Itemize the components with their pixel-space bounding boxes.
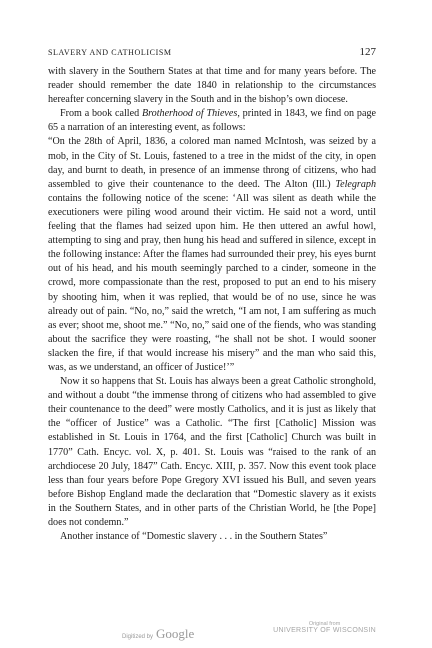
page-number: 127 xyxy=(359,46,376,58)
university-label: UNIVERSITY OF WISCONSIN xyxy=(273,627,376,634)
italic-title: Brotherhood of Thieves xyxy=(141,108,238,120)
paragraph-3-quote xyxy=(48,135,376,375)
body-text xyxy=(48,65,376,544)
digitized-by-google xyxy=(122,626,194,642)
running-head: SLAVERY AND CATHOLICISM xyxy=(48,48,172,57)
italic-title: Telegraph xyxy=(335,178,376,190)
paragraph-2-text: From a book called Brotherhood of Thieves, printed in 1843, we find on page 65 a narration of an interesting event, as follows: xyxy=(48,108,376,134)
page-header xyxy=(48,46,376,58)
google-logo: Google xyxy=(156,626,195,641)
paragraph-5: Another instance of “Domestic slavery . . . in the Southern States” xyxy=(60,531,328,543)
paragraph-2 xyxy=(48,107,376,135)
paragraph-1: with slavery in the Southern States at that time and for many years before. The reader should remember the date 1840 in relationship to the circumstances hereafter concerning slavery in the South and in the bishop’s own diocese. xyxy=(48,66,376,106)
original-from-wisconsin xyxy=(273,621,376,634)
digitized-by-label: Digitized by xyxy=(122,634,154,640)
paragraph-3-text: “On the 28th of April, 1836, a colored man named McIntosh, was seized by a mob, in the City of St. Louis, fastened to a tree in the midst of the city, in open day, and burnt to death, in presence of an immense throng of citizens, who had assembled to give their countenance to the deed. The Alton (Ill.) Telegraph contains the following notice of the scene: ‘All was silent as death while the executioners were piling wood around their victim. He said not a word, until feeling that the flames had seized upon him. He then uttered an awful howl, attempting to sing and pray, then hung his head and suffered in silence, except in the following instance: After the flames had surrounded their prey, his eyes burnt out of his head, and his mouth seemingly parched to a cinder, someone in the crowd, more compassionate than the rest, proposed to put an end to his misery by shooting him, when it was replied, that would be of no use, since he was already out of pain. “No, no,” said the wretch, “I am not, I am suffering as much as ever; shoot me, shoot me.” “No, no,” said one of the fiends, who was standing about the sacrifice they were roasting, “he shall not be shot. I would sooner slacken the fire, if that would increase his misery” and the man who said this, was, as we understand, an officer of Justice!’” xyxy=(48,136,376,373)
original-from-label: Original from xyxy=(308,621,341,627)
paragraph-4: Now it so happens that St. Louis has always been a great Catholic stronghold, and without a doubt “the immense throng of citizens who had assembled to give their countenance to the deed” were mostly Catholics, and it is just as likely that the “officer of Justice” was a Catholic. “The first [Catholic] Mission was established in St. Louis in 1764, and the first [Catholic] Church was built in 1770” Cath. Encyc. vol. X, p. 401. St. Louis was “raised to the rank of an archdiocese 20 July, 1847” Cath. Encyc. XIII, p. 357. Now this event took place less than four years before Pope Gregory XVI issued his Bull, and seven years before Bishop England made the declaration that “Domestic slavery as it exists in the Southern States, and in other parts of the Christian World, he [the Pope] does not condemn.” xyxy=(48,376,376,528)
